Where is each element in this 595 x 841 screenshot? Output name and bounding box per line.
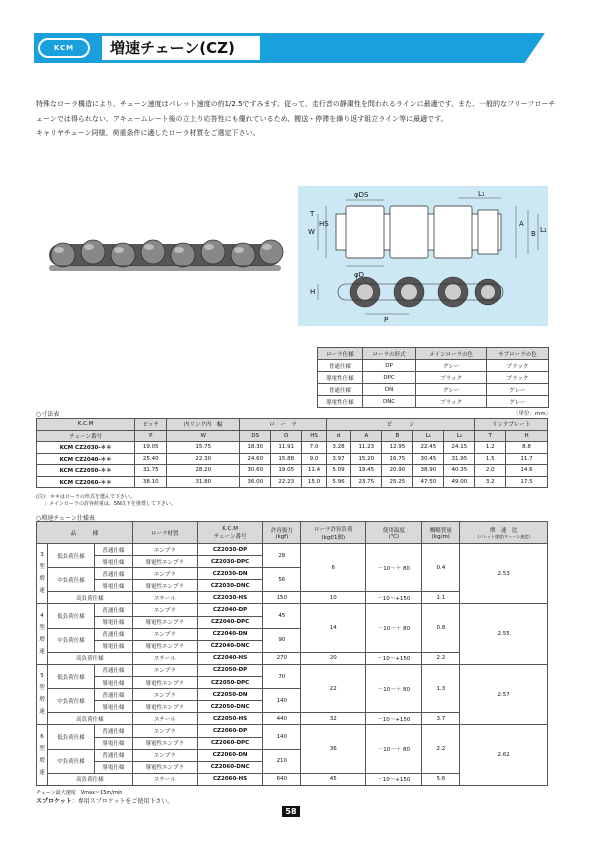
cell: CZ2030-DPC <box>197 556 263 568</box>
cell: 6 <box>301 544 366 592</box>
cell: 導電性エンプラ <box>132 677 197 689</box>
cell: CZ2050-HS <box>197 713 263 725</box>
cell: CZ2060-DNC <box>197 761 263 773</box>
cell: 2.55 <box>460 604 548 664</box>
hdr-ratio: 増 速 比 (パレット速度/チェーン速度) <box>460 522 548 544</box>
cell: －10～＋ 80 <box>366 664 422 712</box>
cell: 36 <box>301 725 366 773</box>
cell: エンプラ <box>132 544 197 556</box>
series-label: 5 型 増 速 <box>37 664 48 724</box>
cell: 導電性エンプラ <box>132 580 197 592</box>
sprocket-text: ：専用スプロケットをご使用下さい。 <box>71 798 174 805</box>
roller-header: サブローラの色 <box>486 348 548 360</box>
hdr-hs: HS <box>302 430 327 442</box>
cell: 440 <box>263 713 301 725</box>
series-label: 4 型 増 速 <box>37 604 48 664</box>
intro-text <box>36 97 556 141</box>
cell: CZ2060-DP <box>197 725 263 737</box>
hdr-t: T <box>475 430 506 442</box>
cell: 普通仕様 <box>94 749 132 761</box>
cell: －10～+150 <box>366 773 422 785</box>
series-label: 3 型 増 速 <box>37 544 48 604</box>
cell: －10～+150 <box>366 713 422 725</box>
label-hs: HS <box>319 220 329 228</box>
cell: 0.8 <box>422 604 460 652</box>
cell: 普通仕様 <box>94 544 132 556</box>
roller-header: ローラの形式 <box>362 348 415 360</box>
cell: 2.2 <box>422 725 460 773</box>
table-row <box>37 725 548 737</box>
cell: 22 <box>301 664 366 712</box>
cell: エンプラ <box>132 628 197 640</box>
table-row: KCM CZ2060-＊＊ 38.10 31.80 36.00 22.23 15.0 5.96 23.75 25.25 47.50 49.00 3.2 17.5 <box>37 476 548 488</box>
table-row <box>318 372 549 384</box>
cell: CZ2060-DN <box>197 749 263 761</box>
cell: DNC <box>362 396 415 408</box>
sprocket-note <box>36 796 173 805</box>
label-t: T <box>310 210 315 218</box>
roller-header: ローラ仕様 <box>318 348 363 360</box>
cell: CZ2060-DPC <box>197 737 263 749</box>
cell: －10～＋ 80 <box>366 604 422 652</box>
cell: 20 <box>301 652 366 664</box>
hdr-pitch: ピッチ <box>135 419 167 431</box>
cell: CZ2050-DP <box>197 664 263 676</box>
roller-header: メインローラの色 <box>416 348 487 360</box>
table-row <box>37 604 548 616</box>
cell: 中負荷仕様 <box>48 689 95 713</box>
table-row: KCM CZ2050-＊＊ 31.75 28.20 30.60 19.05 11.4 5.09 19.45 20.90 38.90 40.35 2.0 14.6 <box>37 465 548 477</box>
label-l1: L₁ <box>478 190 485 198</box>
cell: CZ2050-DNC <box>197 701 263 713</box>
chain-photo <box>45 230 285 280</box>
sprocket-label: スプロケット <box>36 798 72 805</box>
cell: －10～＋ 80 <box>366 725 422 773</box>
label-ds: φDS <box>354 191 369 199</box>
table-row <box>37 664 548 676</box>
cell: CZ2050-DPC <box>197 677 263 689</box>
cell: 中負荷仕様 <box>48 628 95 652</box>
label-w: W <box>308 228 315 236</box>
cell: 中負荷仕様 <box>48 749 95 773</box>
cell: 中負荷仕様 <box>48 568 95 592</box>
cell: 導電仕様 <box>94 761 132 773</box>
cell: 2.2 <box>422 652 460 664</box>
hdr-a: A <box>351 430 382 442</box>
cell: 3.7 <box>422 713 460 725</box>
cell: 導電性エンプラ <box>132 616 197 628</box>
cell: 28 <box>263 544 301 568</box>
page-header <box>34 33 545 63</box>
cell: CZ2030-HS <box>197 592 263 604</box>
spec-table <box>36 521 548 786</box>
cell: 導電仕様 <box>94 701 132 713</box>
cell: エンプラ <box>132 664 197 676</box>
cell: 45 <box>301 773 366 785</box>
cell: 2.62 <box>460 725 548 785</box>
chain-dimension-diagram <box>298 186 548 326</box>
hdr-l2: L₂ <box>444 430 475 442</box>
unit-label: 〔単位：mm〕 <box>513 411 552 417</box>
cell: ブラック <box>486 360 548 372</box>
cell: エンプラ <box>132 749 197 761</box>
cell: CZ2040-DPC <box>197 616 263 628</box>
label-h: H <box>310 288 316 296</box>
cell: 2.53 <box>460 544 548 604</box>
cell: －10～+150 <box>366 592 422 604</box>
cell: CZ2040-DP <box>197 604 263 616</box>
cell: CZ2040-DNC <box>197 640 263 652</box>
cell: 1.1 <box>422 592 460 604</box>
cell: －10～＋ 80 <box>366 544 422 592</box>
cell: －10～+150 <box>366 652 422 664</box>
page-title: 増速チェーン(CZ) <box>102 36 260 60</box>
cell: 導電仕様 <box>94 580 132 592</box>
cell: 高負荷仕様 <box>48 652 133 664</box>
cell: スチール <box>132 652 197 664</box>
cell: CZ2030-DP <box>197 544 263 556</box>
cell: 140 <box>263 725 301 749</box>
cell: グレー <box>416 360 487 372</box>
cell: 普通仕様 <box>94 725 132 737</box>
hdr-ds: DS <box>240 430 271 442</box>
label-b: B <box>531 230 536 238</box>
cell: エンプラ <box>132 568 197 580</box>
note: (注)：＊＊はローラの形式を選んで下さい。 <box>36 494 135 500</box>
cell: スチール <box>132 713 197 725</box>
cell: 導電仕様 <box>94 640 132 652</box>
cell: CZ2050-DN <box>197 689 263 701</box>
spec-table-label: ○増速チェーン仕様表 <box>36 515 95 522</box>
cell: グレー <box>416 384 487 396</box>
cell: 普通仕様 <box>94 689 132 701</box>
hdr-inner: 内リンク内 幅 <box>167 419 240 431</box>
cell: スチール <box>132 592 197 604</box>
cell: 90 <box>263 628 301 652</box>
hdr-roller: ロ ー ラ <box>240 419 327 431</box>
cell: エンプラ <box>132 725 197 737</box>
cell: 普通仕様 <box>94 568 132 580</box>
note: ：メインローラの許容荷重は、5N以下を推奨して下さい。 <box>44 501 176 507</box>
table-row <box>318 384 549 396</box>
cell: 低負荷仕様 <box>48 725 95 749</box>
cell: 導電性エンプラ <box>132 761 197 773</box>
cell: 導電性エンプラ <box>132 701 197 713</box>
cell: 導電性仕様 <box>318 396 363 408</box>
dimension-table-label: ○寸法表 <box>36 411 60 418</box>
cell: エンプラ <box>132 689 197 701</box>
cell: 210 <box>263 749 301 773</box>
hdr-d: D <box>271 430 302 442</box>
hdr-w: W <box>167 430 240 442</box>
hdr-load: ローラ許容負荷 (kgf/1個) <box>301 522 366 544</box>
cell: DP <box>362 360 415 372</box>
cell: 10 <box>301 592 366 604</box>
cell: グレー <box>486 396 548 408</box>
cell: 低負荷仕様 <box>48 664 95 688</box>
cell: ブラック <box>416 372 487 384</box>
cell: CZ2060-HS <box>197 773 263 785</box>
series-label: 6 型 増 速 <box>37 725 48 785</box>
cell: 5.6 <box>422 773 460 785</box>
hdr-kcm: K.C.M チェーン番号 <box>197 522 263 544</box>
cell: 32 <box>301 713 366 725</box>
table-row <box>318 360 549 372</box>
cell: 普通仕様 <box>94 628 132 640</box>
cell: DPC <box>362 372 415 384</box>
cell: CZ2040-HS <box>197 652 263 664</box>
cell: 2.57 <box>460 664 548 724</box>
hdr-pin-d: d <box>326 430 351 442</box>
hdr-h: H <box>506 430 548 442</box>
cell: CZ2040-DN <box>197 628 263 640</box>
cell: 270 <box>263 652 301 664</box>
hdr-type: 品 種 <box>37 522 133 544</box>
page-number: 58 <box>282 806 300 817</box>
cell: 70 <box>263 664 301 688</box>
hdr-plate: リンクプレート <box>475 419 548 431</box>
intro-paragraph: 特殊なローラ構造により、チェーン速度はパレット速度の約1/2.5ですみます。従って、走行音の静粛性を問われるラインに最適です。また、一般的なフリーフローチェーンでは得られない、アキュームレート後の立上り応答性にも優れているため、搬送・停滞を繰り返す組立ライン等に最適です。 <box>36 100 556 123</box>
cell: 普通仕様 <box>94 664 132 676</box>
hdr-b: B <box>382 430 413 442</box>
cell: 150 <box>263 592 301 604</box>
cell: 45 <box>263 604 301 628</box>
label-l2: L₂ <box>540 226 547 234</box>
table-row <box>37 544 548 556</box>
hdr-pin: ピ ン <box>326 419 475 431</box>
cell: 導電仕様 <box>94 616 132 628</box>
cell: DN <box>362 384 415 396</box>
cell: 0.4 <box>422 544 460 592</box>
table-row: KCM CZ2030-＊＊ 19.05 15.75 18.30 11.91 7.0 3.28 11.23 12.95 22.45 24.15 1.2 8.8 <box>37 442 548 454</box>
cell: ブラック <box>486 372 548 384</box>
cell: 低負荷仕様 <box>48 544 95 568</box>
table-row: KCM CZ2040-＊＊ 25.40 22.30 24.60 15.88 9.0 3.97 15.20 16.75 30.45 31.95 1.5 11.7 <box>37 453 548 465</box>
cell: エンプラ <box>132 604 197 616</box>
label-d: φD <box>354 271 365 279</box>
cell: 140 <box>263 689 301 713</box>
roller-type-table <box>317 347 549 408</box>
hdr-chain-no: チェーン番号 <box>37 430 135 442</box>
cell: 導電仕様 <box>94 737 132 749</box>
cell: 14 <box>301 604 366 652</box>
hdr-l1: L₁ <box>413 430 444 442</box>
cell: CZ2030-DN <box>197 568 263 580</box>
cell: グレー <box>486 384 548 396</box>
cell: ブラック <box>416 396 487 408</box>
max-speed-note: チェーン最大速度 Vmax＝15m/min <box>36 790 123 796</box>
intro-paragraph-2: キャリヤチェーン同様、荷重条件に適したローラ材質をご選定下さい。 <box>36 129 260 137</box>
cell: 導電性エンプラ <box>132 556 197 568</box>
cell: スチール <box>132 773 197 785</box>
cell: 導電性エンプラ <box>132 640 197 652</box>
hdr-kcm: K.C.M <box>37 419 135 431</box>
cell: 導電仕様 <box>94 556 132 568</box>
cell: 56 <box>263 568 301 592</box>
cell: 導電性エンプラ <box>132 737 197 749</box>
cell: 高負荷仕様 <box>48 713 133 725</box>
hdr-temp: 使用温度 (℃) <box>366 522 422 544</box>
cell: 導電性仕様 <box>318 372 363 384</box>
cell: 640 <box>263 773 301 785</box>
hdr-mass: 概略質量 (kg/m) <box>422 522 460 544</box>
cell: 普通仕様 <box>318 360 363 372</box>
hdr-p: P <box>135 430 167 442</box>
company-logo: KCM <box>38 38 90 58</box>
cell: 高負荷仕様 <box>48 592 133 604</box>
label-a: A <box>519 220 524 228</box>
cell: 導電仕様 <box>94 677 132 689</box>
cell: CZ2030-DNC <box>197 580 263 592</box>
hdr-tension: 許容張力 (kgf) <box>263 522 301 544</box>
dimension-table <box>36 418 548 488</box>
hdr-material: ローラ材質 <box>132 522 197 544</box>
cell: 普通仕様 <box>318 384 363 396</box>
label-p: P <box>384 316 389 324</box>
table-row <box>318 396 549 408</box>
cell: 高負荷仕様 <box>48 773 133 785</box>
dimension-notes <box>36 494 176 508</box>
cell: 普通仕様 <box>94 604 132 616</box>
cell: 1.3 <box>422 664 460 712</box>
cell: 低負荷仕様 <box>48 604 95 628</box>
